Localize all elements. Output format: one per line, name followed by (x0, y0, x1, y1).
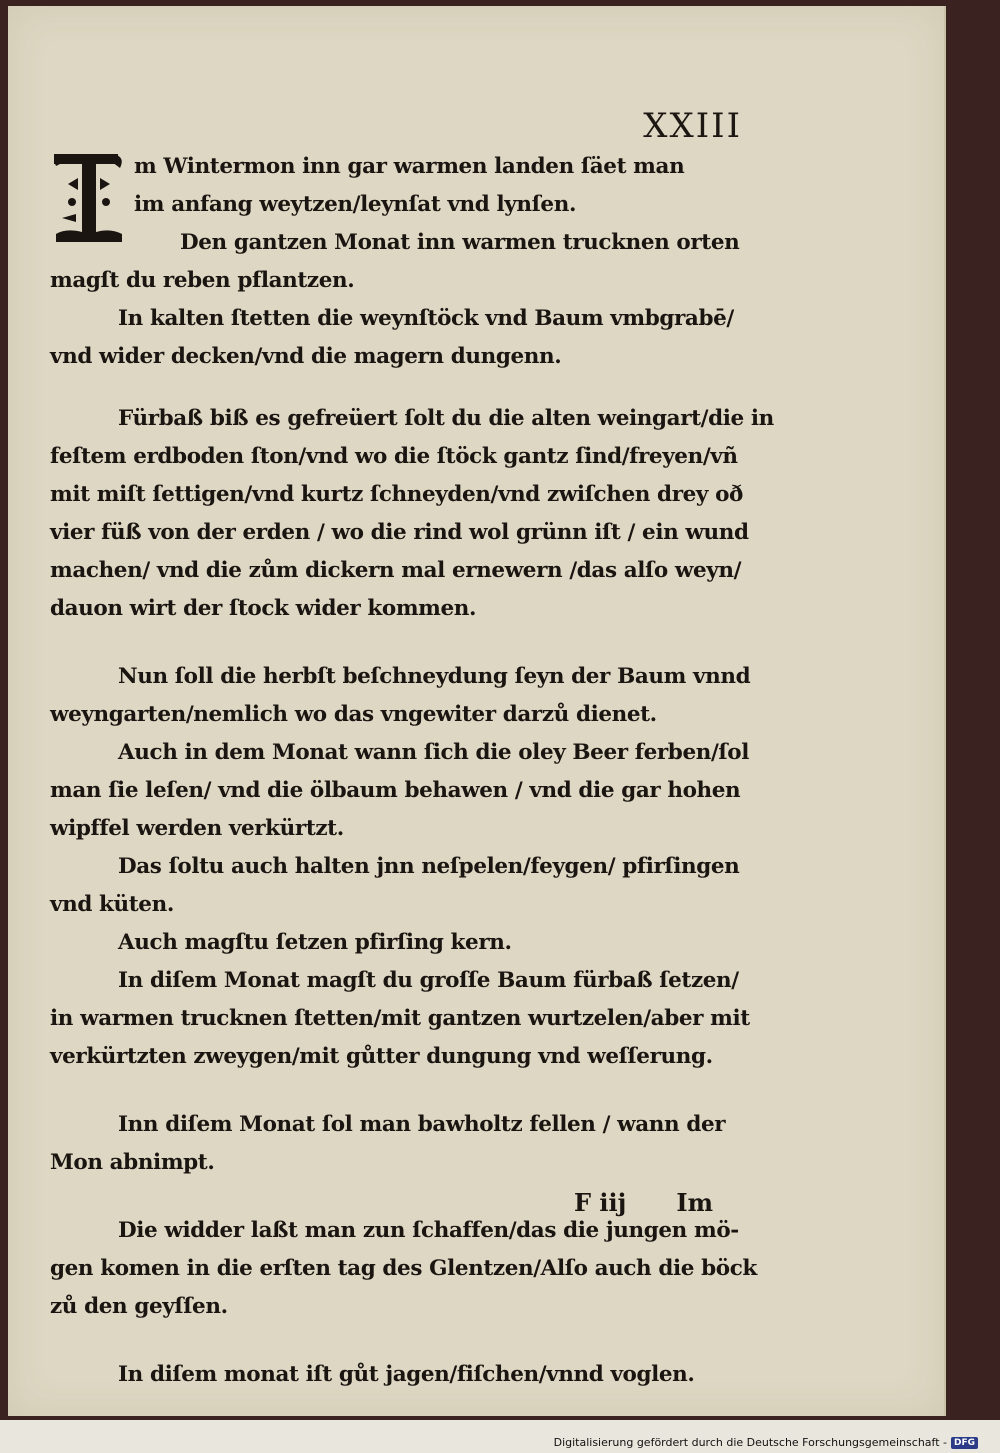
text-line: Die widder laßt man zun ſchaffen/das die jungen mö- (118, 1218, 739, 1243)
text-line: Fürbaß biß es gefreüert ſolt du die alten weingart/die in (118, 406, 774, 431)
page-number: XXIII (643, 106, 742, 146)
text-line: Inn diſem Monat ſol man bawholtz fellen / wann der (118, 1112, 726, 1137)
text-line: in warmen trucknen ſtetten/mit gantzen wurtzelen/aber mit (50, 1006, 750, 1031)
text-line: Das ſoltu auch halten jnn neſpelen/feygen/ pfirſingen (118, 854, 740, 879)
footer-credit: Digitalisierung gefördert durch die Deutsche Forschungsgemeinschaft - (553, 1436, 947, 1449)
text-line: machen/ vnd die zům dickern mal ernewern /das alſo weyn/ (50, 558, 742, 583)
initial-letter-graphic (50, 148, 128, 248)
text-line: In diſem Monat magſt du groſſe Baum fürbaß ſetzen/ (118, 968, 739, 993)
text-line: feſtem erdboden ſton/vnd wo die ſtöck gantz ſind/freyen/vñ (50, 444, 738, 469)
text-line: In kalten ſtetten die weynſtöck vnd Baum vmbgrabē/ (118, 306, 734, 331)
opening-line: im anfang weytzen/leynſat vnd lynſen. (134, 192, 577, 217)
signature-line (574, 1188, 713, 1217)
paragraph (50, 1212, 757, 1326)
text-line: verkürtzten zweygen/mit gůtter dungung vnd weſſerung. (50, 1044, 713, 1069)
text-line: dauon wirt der ſtock wider kommen. (50, 596, 477, 621)
digitization-footer (554, 1436, 978, 1449)
paragraph (50, 1356, 750, 1394)
decorated-initial (50, 148, 128, 248)
text-line: zů den geyſſen. (50, 1294, 228, 1319)
text-line: vnd wider decken/vnd die magern dungenn. (50, 344, 562, 369)
text-line: weyngarten/nemlich wo das vngewiter darzů dienet. (50, 702, 657, 727)
paragraph (50, 658, 750, 1076)
catchword: Im (676, 1188, 713, 1217)
text-line: vier füß von der erden / wo die rind wol grünn iſt / ein wund (50, 520, 749, 545)
text-line: man ſie leſen/ vnd die ölbaum behawen / vnd die gar hohen (50, 778, 741, 803)
text-line: Auch magſtu ſetzen pfirſing kern. (118, 930, 512, 955)
signature-mark: F iij (574, 1188, 627, 1217)
paragraph (50, 224, 750, 376)
paragraph (50, 1106, 750, 1182)
opening-line: m Wintermon inn gar warmen landen ſäet man (134, 154, 685, 179)
dfg-logo: DFG (951, 1437, 978, 1449)
opening-lines (50, 148, 750, 224)
text-line: gen komen in die erſten tag des Glentzen/Alſo auch die böck (50, 1256, 757, 1281)
text-line: Nun ſoll die herbſt beſchneydung ſeyn der Baum vnnd (118, 664, 751, 689)
text-line: Auch in dem Monat wann ſich die oley Beer ferben/ſol (118, 740, 749, 765)
paragraph (50, 400, 774, 628)
paragraphs (50, 224, 774, 1394)
text-line: In diſem monat iſt gůt jagen/fiſchen/vnnd voglen. (118, 1362, 695, 1387)
text-line: magſt du reben pflantzen. (50, 268, 355, 293)
text-line: Mon abnimpt. (50, 1150, 215, 1175)
text-line: mit miſt ſettigen/vnd kurtz ſchneyden/vnd zwiſchen drey oð (50, 482, 743, 507)
text-line: vnd küten. (50, 892, 174, 917)
text-line: Den gantzen Monat inn warmen trucknen orten (180, 230, 740, 255)
text-line: wipffel werden verkürtzt. (50, 816, 344, 841)
